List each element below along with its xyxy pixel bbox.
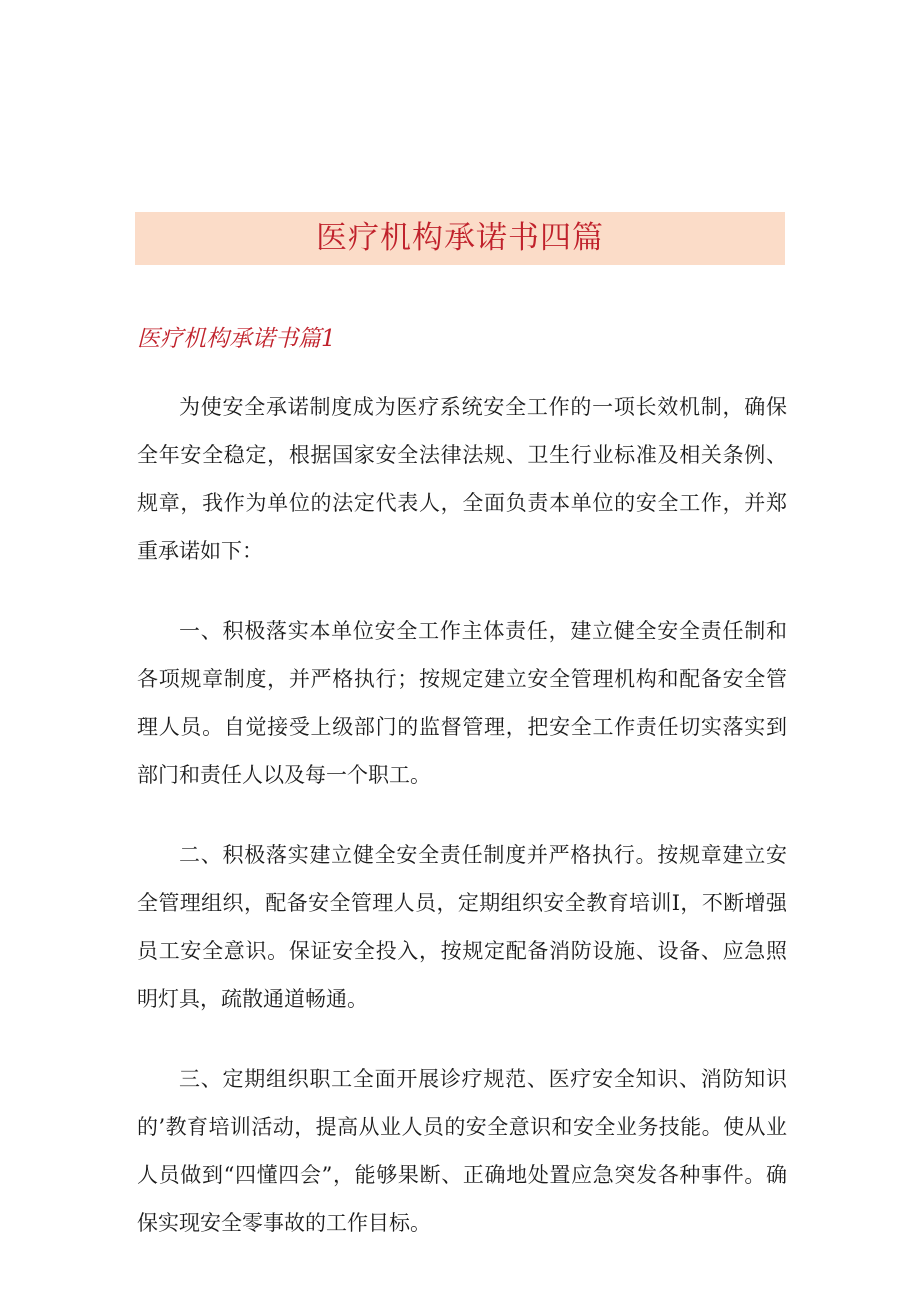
paragraph-item-3: 三、定期组织职工全面开展诊疗规范、医疗安全知识、消防知识的’教育培训活动，提高从业人员的安全意识和安全业务技能。使从业人员做到“四懂四会”，能够果断、正确地处置应急突发各种事件。确保实现安全零事故的工作目标。 <box>137 1067 787 1235</box>
section-heading: 医疗机构承诺书篇1 <box>137 326 336 352</box>
paragraph-item-1: 一、积极落实本单位安全工作主体责任，建立健全安全责任制和各项规章制度，并严格执行；按规定建立安全管理机构和配备安全管理人员。自觉接受上级部门的监督管理，把安全工作责任切实落实到部门和责任人以及每一个职工。 <box>137 619 787 787</box>
paragraph-item-2: 二、积极落实建立健全安全责任制度并严格执行。按规章建立安全管理组织，配备安全管理人员，定期组织安全教育培训I，不断增强员工安全意识。保证安全投入，按规定配备消防设施、设备、应急照明灯具，疏散通道畅通。 <box>137 843 787 1011</box>
title-banner <box>135 212 785 265</box>
document-title: 医疗机构承诺书四篇 <box>316 220 604 256</box>
paragraph-intro: 为使安全承诺制度成为医疗系统安全工作的一项长效机制，确保全年安全稳定，根据国家安全法律法规、卫生行业标准及相关条例、规章，我作为单位的法定代表人，全面负责本单位的安全工作，并郑重承诺如下： <box>137 395 787 563</box>
document-body <box>137 383 787 1279</box>
